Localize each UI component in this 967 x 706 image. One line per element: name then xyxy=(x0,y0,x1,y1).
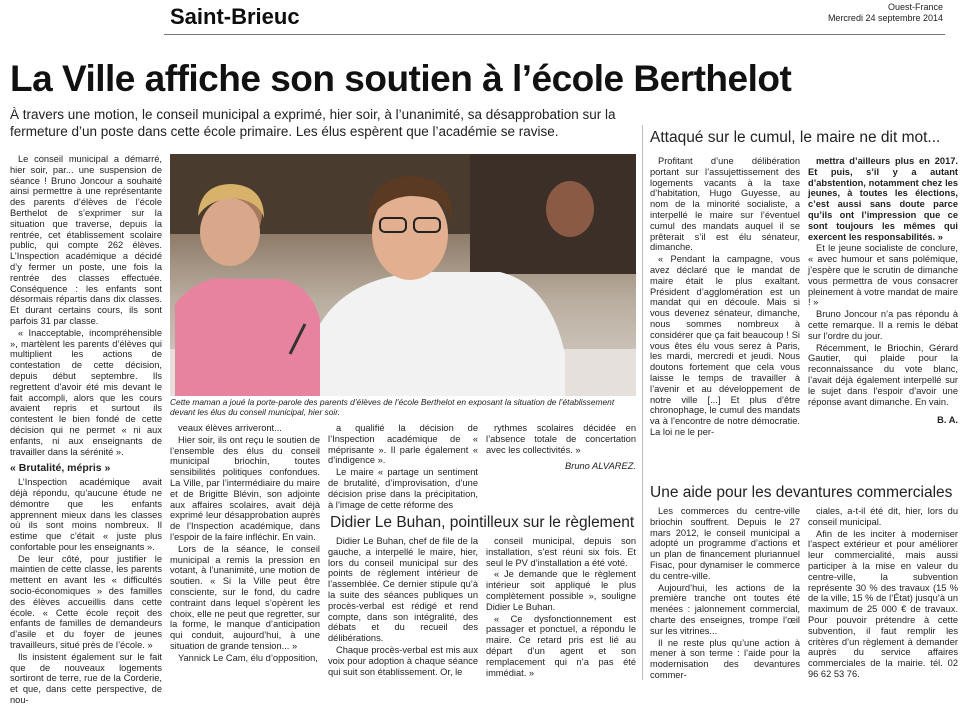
article-title: La Ville affiche son soutien à l’école Berthelot xyxy=(10,58,792,99)
aide-headline: Une aide pour les devantures commerciales xyxy=(650,484,953,501)
article-lede: À travers une motion, le conseil municipal a exprimé, hier soir, à l’unanimité, sa désapprobation sur la fermeture d’un poste dans cette école primaire. Les élus espèrent que l’académie se ravise. xyxy=(10,107,616,139)
column-divider xyxy=(642,125,643,680)
paragraph: Récemment, le Briochin, Gérard Gautier, qui plaide pour la reconnaissance du vote blanc, l’avait déjà également interpellé sur le sujet dans l’espoir d’avoir une réponse avant dimanche. En vain. xyxy=(808,342,958,407)
author-signature: Bruno ALVAREZ. xyxy=(565,461,636,472)
publication-name: Ouest-France xyxy=(887,2,943,12)
paragraph: Bruno Joncour n’a pas répondu à cette remarque. Il a remis le débat sur l’ordre du jour. xyxy=(808,309,958,341)
aide-column-2 xyxy=(808,506,958,681)
paragraph: ciales, a-t-il été dit, hier, lors du conseil municipal. xyxy=(808,506,958,527)
photo-illustration xyxy=(170,154,636,396)
paragraph: Le maire « partage un sentiment de brutalité, d’improvisation, d’une décision prise dans la précipitation, à l’image de cette réforme des xyxy=(328,467,478,510)
paragraph: Il ne reste plus qu’une action à mener à son terme : l’aide pour la modernisation des devantures commer- xyxy=(650,637,800,680)
photo-caption: Cette maman a joué la porte-parole des parents d’élèves de l’école Berthelot en exposant la situation de l’établissement devant les élus du conseil municipal, hier soir. xyxy=(170,397,615,417)
paragraph: « Je demande que le règlement intérieur soit appliqué le plus complètement possible », souligne Didier Le Buhan. xyxy=(486,569,636,612)
cumul-column-1 xyxy=(650,156,800,476)
paragraph: conseil municipal, depuis son installation, s’est réuni six fois. Et seul le PV d’installation a été voté. xyxy=(486,536,636,568)
paragraph: rythmes scolaires décidée en l’absence totale de concertation avec les collectivités. » xyxy=(486,423,636,455)
paragraph: veaux élèves arriveront... xyxy=(178,423,282,433)
paragraph: Le conseil municipal a démarré, hier soir, par... une suspension de séance ! Bruno Joncour a souhaité ainsi permettre à une représentante des parents d’élèves de l’école Berthelot de s’exprimer sur la situation que traverse, depuis la rentrée, cet établissement scolaire public, qui compte 262 élèves. L’Inspection académique a décidé d’y fermer un poste, une fois la rentrée des classes effectuée. Conséquence : les enfants sont désormais répartis dans dix classes. Et durant certains cours, ils sont parfois 31 par classe. xyxy=(10,154,162,326)
cumul-headline: Attaqué sur le cumul, le maire ne dit mot... xyxy=(650,129,941,146)
author-signature: B. A. xyxy=(937,415,958,426)
cumul-column-2 xyxy=(808,156,958,476)
section-city: Saint-Brieuc xyxy=(170,4,300,29)
paragraph: Lors de la séance, le conseil municipal a remis la pression en votant, à l’unanimité, une motion de soutien. « Si la Ville peut être consciente, sur le fond, du cadre contraint dans lequel s’opèrent les choix, elle ne peut que regretter, sur la forme, le manque d’anticipation qui conduit, aujourd’hui, à une situation de grande tension... » xyxy=(170,543,320,651)
aide-column-1 xyxy=(650,506,800,681)
buhan-column-1 xyxy=(328,536,478,681)
paragraph: « Pendant la campagne, vous avez déclaré que le mandat de maire était le plus exaltant. Président d’agglomération est un mandat qui en découle. Mais si vous devenez sénateur, dimanche, nous sommes nombreux à considérer que ça fait beaucoup ! Si vous êtes élu vous serez à Paris, les mardi, mercredi et jeudi. Nous doutons fortement que cela vous laisse le temps de travailler à l’avenir et au développement de notre ville [...] Et plus d’être chronophage, le cumul des mandats va à l’encontre de notre démocratie. La loi ne le per- xyxy=(650,254,800,437)
paragraph: Chaque procès-verbal est mis aux voix pour adoption à chaque séance qui suit son établissement. Or, le xyxy=(328,644,478,677)
paragraph: Et le jeune socialiste de conclure, « avec humour et sans polémique, j’espère que le scrutin de dimanche vous permettra de vous consacrer pleinement à votre mandat de maire ! » xyxy=(808,243,958,308)
paragraph: Les commerces du centre-ville briochin souffrent. Depuis le 27 mars 2012, le conseil municipal a adopté un programme d’actions et un plan de financement pluriannuel Fisac, pour dynamiser le commerce du centre-ville. xyxy=(650,506,800,581)
paragraph: Didier Le Buhan, chef de file de la gauche, a interpellé le maire, hier, lors du conseil municipal sur des points de règlement intérieur de l’assemblée. Ce dernier stipule qu’à la suite des séances publiques un procès-verbal est rédigé et rend compte, dans son intégralité, des débats et du recueil des délibérations. xyxy=(328,536,478,644)
paragraph: De leur côté, pour justifier le maintien de cette classe, les parents mettent en avant les « difficultés socio-économiques » des familles des élèves accueillis dans cette école. « Cette école reçoit des enfants de familles de demandeurs d’asile et du foyer de jeunes travailleurs, situé près de l’école. » xyxy=(10,553,162,651)
article-column-2 xyxy=(170,423,320,681)
paragraph: L’Inspection académique avait déjà répondu, qu’aucune étude ne démontre que les enfants apprennent mieux dans les classes où ils sont moins nombreux. Il estime que c’était « juste plus confortable pour les enseignants ». xyxy=(10,477,162,552)
paragraph: Yannick Le Cam, élu d’opposition, xyxy=(178,652,318,663)
article-column-3 xyxy=(328,423,478,508)
article-photo xyxy=(170,154,636,396)
article-column-1 xyxy=(10,154,162,706)
paragraph: Profitant d’une délibération portant sur l’assujettissement des logements vacants à la taxe d’habitation, Hugo Guyesse, au nom de la minorité socialiste, a interpellé le maire sur l’éventuel cumul des mandats auquel il se prêterait s’il est élu sénateur, dimanche. xyxy=(650,156,800,253)
paragraph: « Ce dysfonctionnement est passager et ponctuel, a répondu le maire. Ce retard pris est lié au départ d’un agent et son remplacement qui n’a pas été immédiat. » xyxy=(486,613,636,678)
paragraph: « Inacceptable, incompréhensible », martèlent les parents d’élèves qui multiplient les actions de contestation de cette décision, depuis début septembre. Ils regrettent d’avoir été mis devant le fait accompli, alors que les cours avaient repris et surtout ils contestent le bien fondé de cette décision qui ne permet « ni aux enfants, ni aux enseignants de travailler dans la sérénité ». xyxy=(10,327,162,457)
article-column-4 xyxy=(486,423,636,508)
paragraph: Hier soir, ils ont reçu le soutien de l’ensemble des élus du conseil municipal briochin, toutes sensibilités politiques confondues. La Ville, par l’intermédiaire du maire et de Brigitte Blévin, son adjointe aux affaires scolaires, avait déjà exprimé leur désapprobation auprès de l’Inspection académique, dans l’espoir de la faire infléchir. En vain. xyxy=(170,434,320,542)
paragraph: Aujourd’hui, les actions de la première tranche ont toutes été menées : jalonnement commercial, charte des enseignes, trompe l’œil sur les vitrines... xyxy=(650,582,800,636)
publication-date: Mercredi 24 septembre 2014 xyxy=(827,13,943,23)
subheading: « Brutalité, mépris » xyxy=(10,462,111,475)
header-rule xyxy=(164,34,945,35)
paragraph: Ils insistent également sur le fait que de nouveaux logements sortiront de terre, rue de la Corderie, et que, dans cette perspective, de nou- xyxy=(10,651,162,706)
publication-info xyxy=(828,2,943,24)
buhan-column-2 xyxy=(486,536,636,681)
paragraph: Afin de les inciter à moderniser l’aspect extérieur et pour améliorer leur commercialité, mais aussi participer à la mise en valeur du centre-ville, la subvention représente 30 % des travaux (15 % de la ville, 15 % de l’État) jusqu’à un maximum de 25 000 € de travaux. Pour pouvoir prétendre à cette subvention, il faut remplir les critères d’un règlement à demander auprès du service affaires commerciales de la mairie. tél. 02 96 62 53 76. xyxy=(808,528,958,679)
paragraph: mettra d’ailleurs plus en 2017. Et puis, s’il y a autant d’abstention, notamment chez les jeunes, à toutes les élections, c’est aussi sans doute parce qu’ils ont l’impression que ce sont toujours les mêmes qui exercent les responsabilités. » xyxy=(808,156,958,242)
buhan-headline: Didier Le Buhan, pointilleux sur le règlement xyxy=(330,514,635,531)
paragraph: a qualifié la décision de l’Inspection académique de « méprisante ». Il parle également « d’indigence ». xyxy=(328,423,478,466)
